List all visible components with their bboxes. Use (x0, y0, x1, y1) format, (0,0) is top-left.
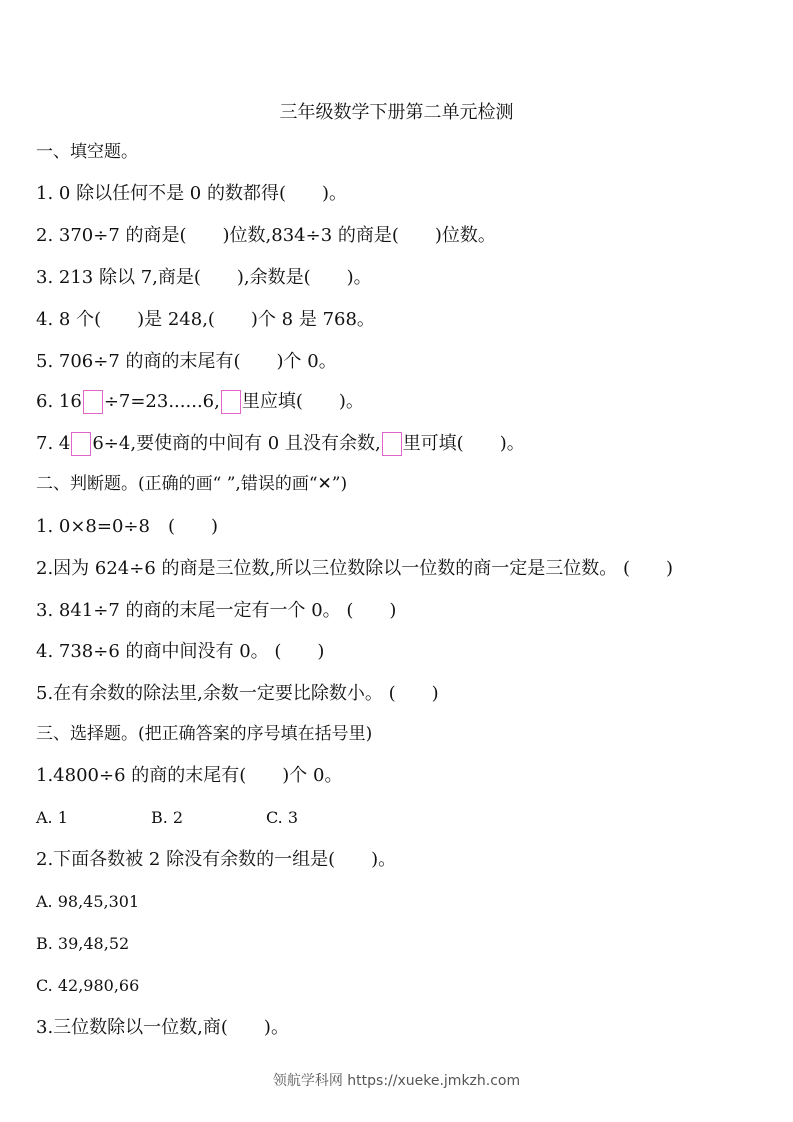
section-heading-multiple-choice: 三、选择题。(把正确答案的序号填在括号里) (36, 724, 373, 744)
question-3-3: 3.三位数除以一位数,商( )。 (36, 1017, 289, 1038)
option-a: A. 1 (36, 808, 68, 827)
question-3-2-option-b: B. 39,48,52 (36, 934, 130, 953)
section-heading-fill-blank: 一、填空题。 (36, 142, 138, 162)
question-1-7-part-a: 7. 4 (36, 433, 71, 454)
question-1-3: 3. 213 除以 7,商是( ),余数是( )。 (36, 267, 372, 288)
question-1-7 (36, 432, 766, 456)
answer-box[interactable] (221, 390, 241, 414)
question-1-6-part-b: ÷7=23......6, (103, 391, 220, 412)
question-1-2: 2. 370÷7 的商是( )位数,834÷3 的商是( )位数。 (36, 225, 496, 246)
answer-box[interactable] (71, 432, 91, 456)
question-1-7-part-c: 里可填( )。 (402, 433, 525, 454)
option-c: C. 3 (266, 808, 299, 827)
question-1-6-part-c: 里应填( )。 (241, 391, 364, 412)
section-heading-true-false: 二、判断题。(正确的画“ ”,错误的画“✕”) (36, 474, 348, 494)
question-2-3: 3. 841÷7 的商的末尾一定有一个 0。 ( ) (36, 600, 397, 621)
question-1-4: 4. 8 个( )是 248,( )个 8 是 768。 (36, 309, 375, 330)
page-title: 三年级数学下册第二单元检测 (279, 102, 514, 123)
question-2-4: 4. 738÷6 的商中间没有 0。 ( ) (36, 641, 325, 662)
answer-box[interactable] (83, 390, 103, 414)
question-2-1: 1. 0×8=0÷8 ( ) (36, 516, 218, 537)
question-3-2: 2.下面各数被 2 除没有余数的一组是( )。 (36, 849, 397, 870)
question-3-2-option-c: C. 42,980,66 (36, 976, 140, 995)
question-2-5: 5.在有余数的除法里,余数一定要比除数小。 ( ) (36, 683, 439, 704)
question-1-6 (36, 390, 766, 414)
question-1-5: 5. 706÷7 的商的末尾有( )个 0。 (36, 351, 337, 372)
question-3-2-option-a: A. 98,45,301 (36, 892, 140, 911)
question-1-6-part-a: 6. 16 (36, 391, 82, 412)
footer-watermark: 领航学科网 https://xueke.jmkzh.com (272, 1073, 521, 1089)
question-1-7-part-b: 6÷4,要使商的中间有 0 且没有余数, (92, 433, 381, 454)
answer-box[interactable] (382, 432, 402, 456)
question-3-1: 1.4800÷6 的商的末尾有( )个 0。 (36, 765, 343, 786)
question-2-2: 2.因为 624÷6 的商是三位数,所以三位数除以一位数的商一定是三位数。 ( ) (36, 558, 673, 579)
question-3-1-options (36, 806, 766, 830)
option-b: B. 2 (151, 808, 184, 827)
question-1-1: 1. 0 除以任何不是 0 的数都得( )。 (36, 183, 348, 204)
